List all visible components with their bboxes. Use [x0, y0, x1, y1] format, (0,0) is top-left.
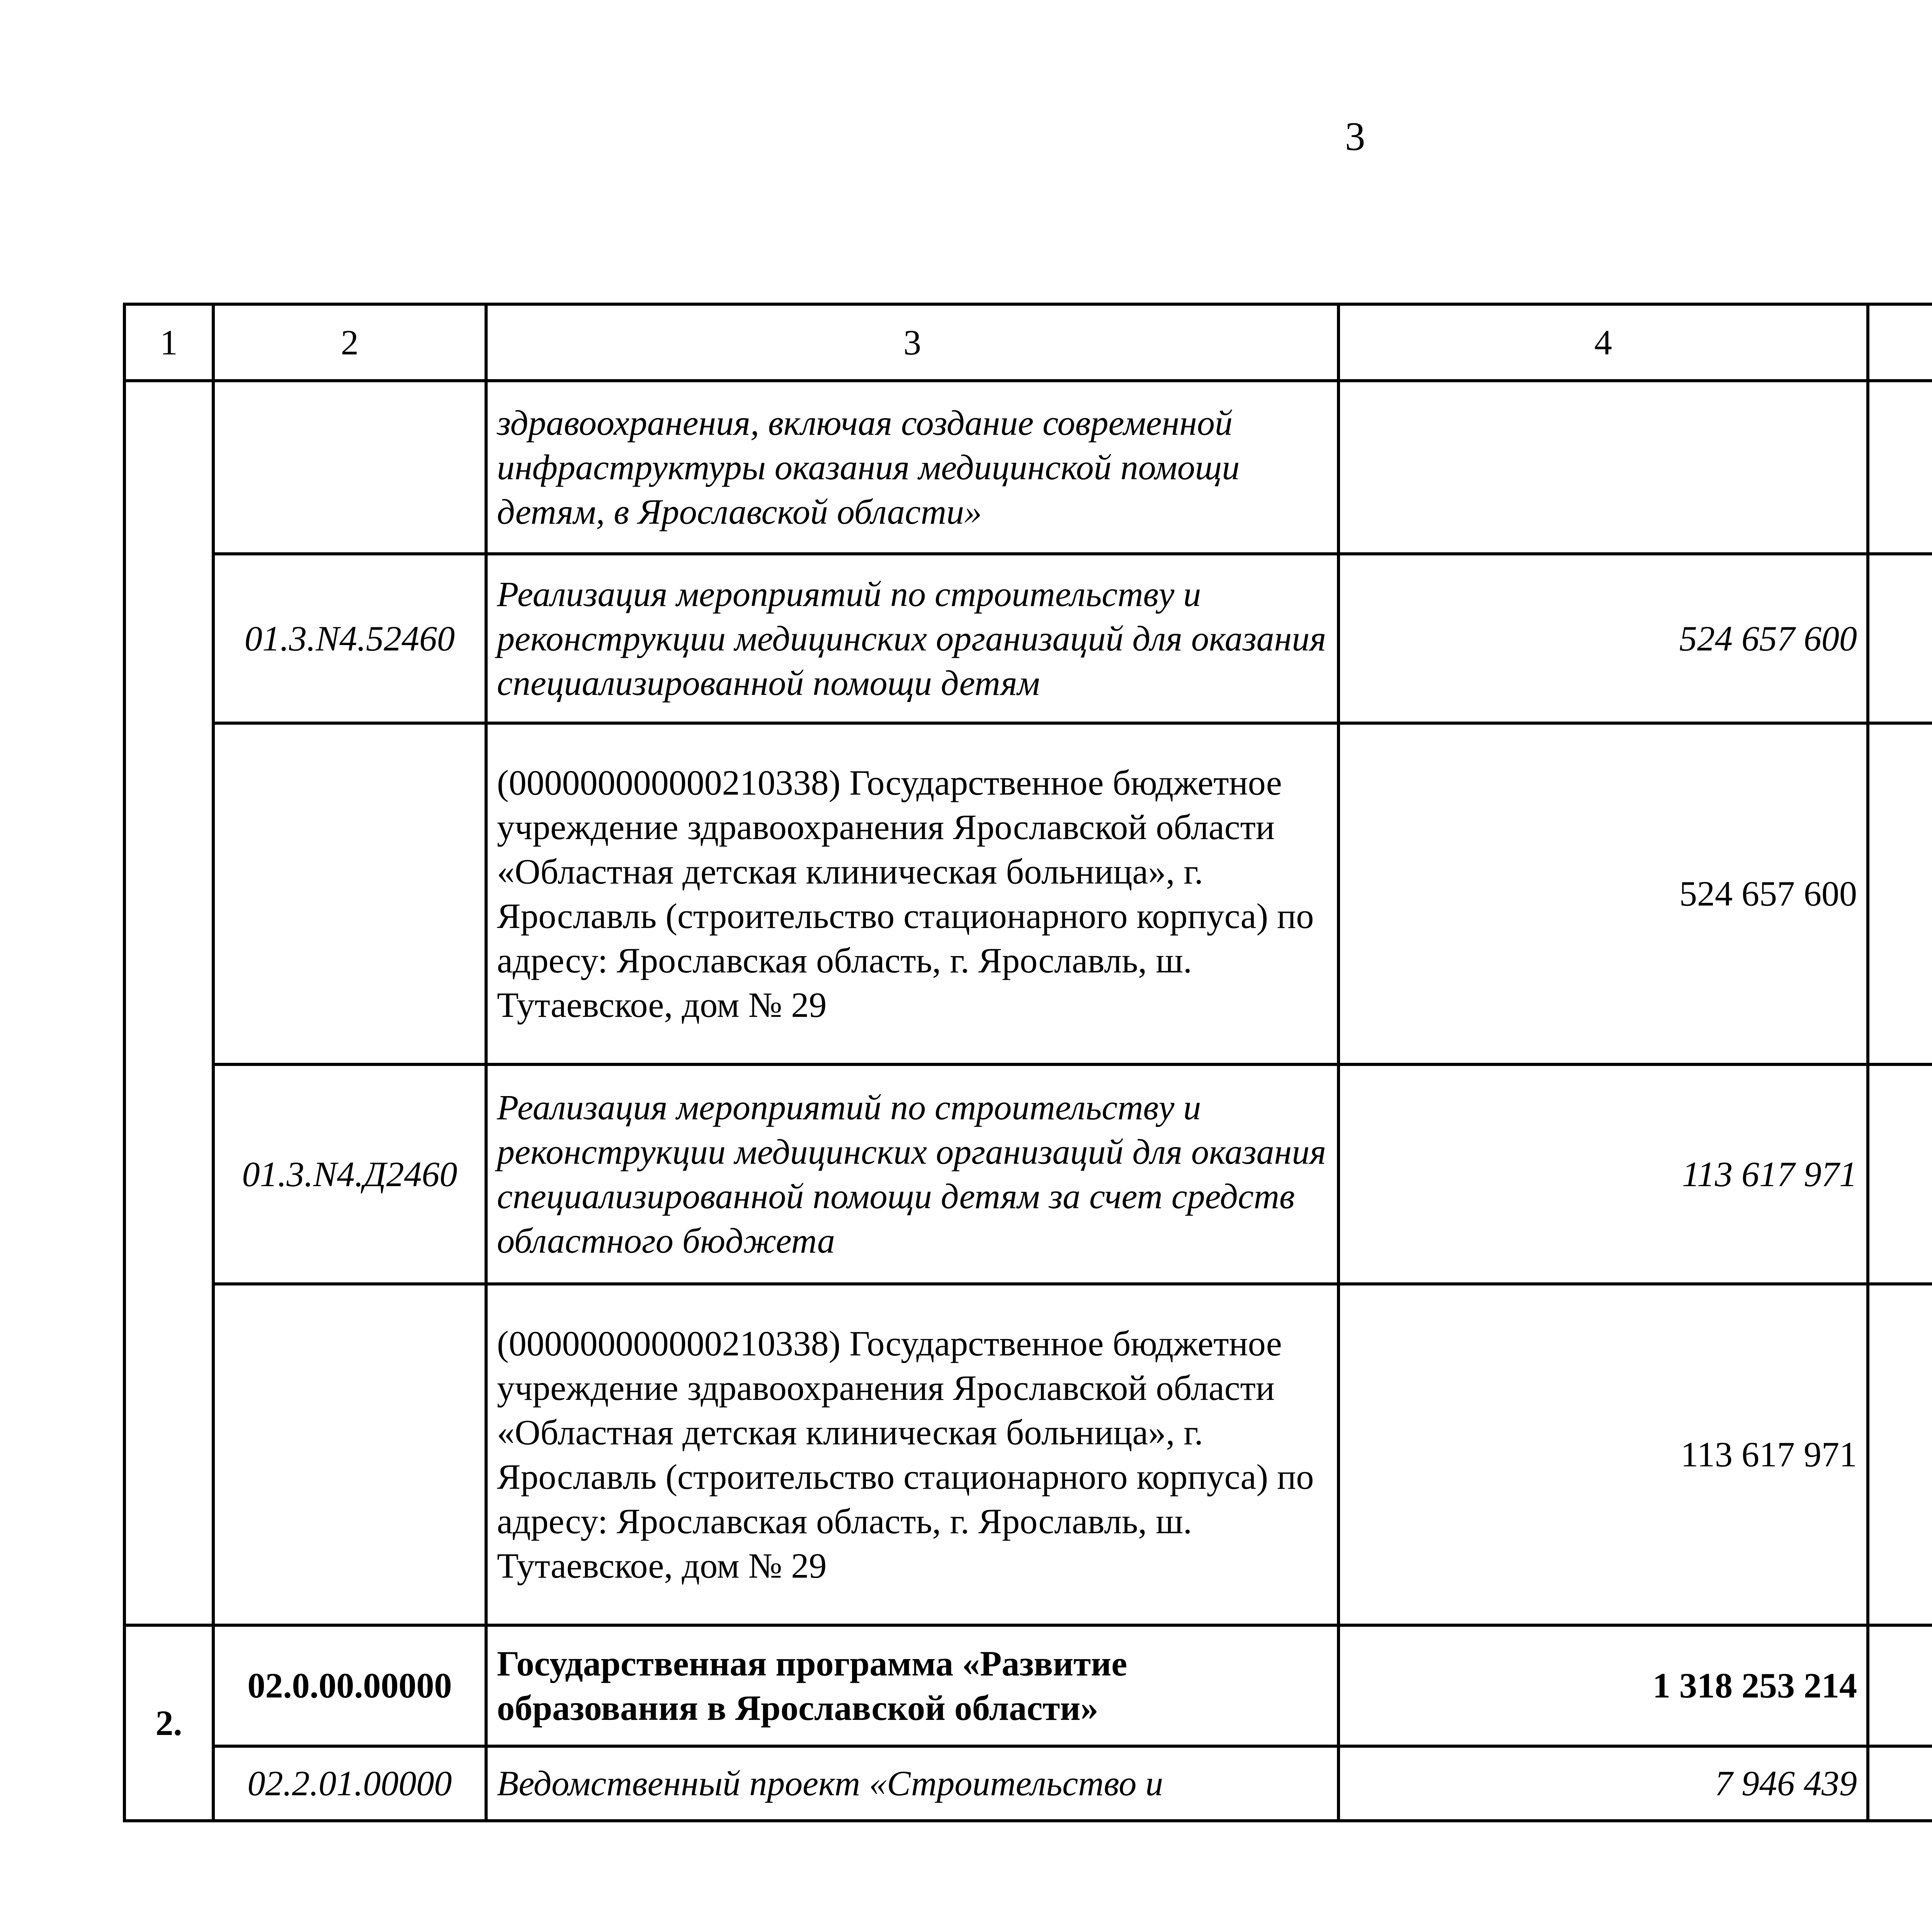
code-cell: 02.0.00.00000 [213, 1625, 486, 1746]
name-cell: Реализация мероприятий по строительству и реконструкции медицинских организаций для оказания специализированной помощи детям [486, 554, 1338, 723]
name-cell: (000000000000210338) Государственное бюджетное учреждение здравоохранения Ярославской области «Областная детская клиническая больница», г. Ярославль (строительство стационарного корпуса) по адресу: Ярославская область, г. Ярославль, ш. Тутаевское, дом № 29 [486, 1284, 1338, 1625]
col5-cell [1868, 1284, 1932, 1625]
col5-cell [1868, 554, 1932, 723]
table-header-row [124, 304, 1932, 381]
total-cell: 1 318 253 214 [1338, 1625, 1868, 1746]
page-number: 3 [1345, 114, 1366, 159]
name-cell: Ведомственный проект «Строительство и [486, 1746, 1338, 1821]
name-cell: Государственная программа «Развитие образования в Ярославской области» [486, 1625, 1338, 1746]
table-row [124, 381, 1932, 554]
row-number-cell: 2. [124, 1625, 213, 1821]
table-row [124, 554, 1932, 723]
header-cell-2: 2 [213, 304, 486, 381]
name-cell: здравоохранения, включая создание современной инфраструктуры оказания медицинской помощи детям, в Ярославской области» [486, 381, 1338, 554]
code-cell [213, 1284, 486, 1625]
header-cell-3: 3 [486, 304, 1338, 381]
col5-cell [1868, 1746, 1932, 1821]
table-row [124, 1064, 1932, 1284]
header-cell-4: 4 [1338, 304, 1868, 381]
col5-cell [1868, 1625, 1932, 1746]
code-cell [213, 723, 486, 1064]
total-cell: 524 657 600 [1338, 554, 1868, 723]
code-cell: 01.3.N4.Д2460 [213, 1064, 486, 1284]
code-cell: 02.2.01.00000 [213, 1746, 486, 1821]
total-cell: 7 946 439 [1338, 1746, 1868, 1821]
name-cell: (000000000000210338) Государственное бюджетное учреждение здравоохранения Ярославской области «Областная детская клиническая больница», г. Ярославль (строительство стационарного корпуса) по адресу: Ярославская область, г. Ярославль, ш. Тутаевское, дом № 29 [486, 723, 1338, 1064]
row-number-cell [124, 381, 213, 1625]
table-row [124, 1746, 1932, 1821]
total-cell: 524 657 600 [1338, 723, 1868, 1064]
total-cell: 113 617 971 [1338, 1064, 1868, 1284]
budget-table [123, 303, 1932, 1822]
col5-cell [1868, 1064, 1932, 1284]
col5-cell [1868, 723, 1932, 1064]
total-cell: 113 617 971 [1338, 1284, 1868, 1625]
table-row [124, 723, 1932, 1064]
code-cell: 01.3.N4.52460 [213, 554, 486, 723]
header-cell-1: 1 [124, 304, 213, 381]
name-cell: Реализация мероприятий по строительству и реконструкции медицинских организаций для оказания специализированной помощи детям за счет средств областного бюджета [486, 1064, 1338, 1284]
total-cell [1338, 381, 1868, 554]
header-cell-5 [1868, 304, 1932, 381]
col5-cell [1868, 381, 1932, 554]
table-row [124, 1625, 1932, 1746]
table-row [124, 1284, 1932, 1625]
code-cell [213, 381, 486, 554]
